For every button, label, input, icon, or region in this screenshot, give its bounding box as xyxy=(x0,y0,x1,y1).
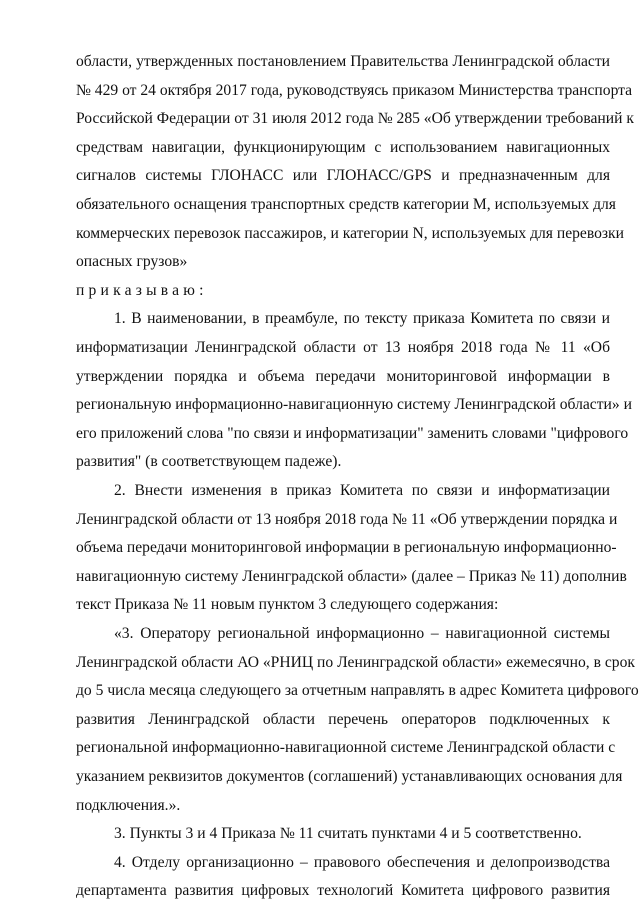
paragraph-1-first-line: 1. В наименовании, в преамбуле, по тексту приказа Комитета по связи и xyxy=(114,310,610,327)
text-line: утверждении порядка и объема передачи мониторинговой информации в xyxy=(76,368,610,385)
paragraph-4-first-line: 4. Отделу организационно – правового обеспечения и делопроизводства xyxy=(114,854,610,871)
text-line: Ленинградской области от 13 ноября 2018 года № 11 «Об утверждении порядка и xyxy=(76,511,618,528)
quoted-clause-first-line: «3. Оператору региональной информационно – навигационной системы xyxy=(114,625,610,642)
text-line: информатизации Ленинградской области от 13 ноября 2018 года № 11 «Об xyxy=(76,339,610,356)
text-line: департамента развития цифровых технологий Комитета цифрового развития xyxy=(76,882,610,899)
text-line: № 429 от 24 октября 2017 года, руководствуясь приказом Министерства транспорта xyxy=(76,82,633,99)
paragraph-2-first-line: 2. Внести изменения в приказ Комитета по связи и информатизации xyxy=(114,482,610,499)
order-heading: приказываю: xyxy=(76,282,208,299)
text-line: его приложений слова "по связи и информатизации" заменить словами "цифрового xyxy=(76,425,629,442)
text-line: Российской Федерации от 31 июля 2012 года № 285 «Об утверждении требований к xyxy=(76,110,634,127)
text-line: до 5 числа месяца следующего за отчетным направлять в адрес Комитета цифрового xyxy=(76,682,639,699)
text-line: объема передачи мониторинговой информации в региональную информационно- xyxy=(76,539,617,556)
text-line: подключения.». xyxy=(76,797,181,814)
text-line: развития" (в соответствующем падеже). xyxy=(76,453,342,470)
text-line: обязательного оснащения транспортных средств категории М, используемых для xyxy=(76,196,616,213)
text-line: региональную информационно-навигационную систему Ленинградской области» и xyxy=(76,396,632,413)
text-line: указанием реквизитов документов (соглашений) устанавливающих основания для xyxy=(76,768,623,785)
text-line: текст Приказа № 11 новым пунктом 3 следующего содержания: xyxy=(76,596,499,613)
paragraph-3-line: 3. Пункты 3 и 4 Приказа № 11 считать пунктами 4 и 5 соответственно. xyxy=(114,825,582,842)
text-line: коммерческих перевозок пассажиров, и категории N, используемых для перевозки xyxy=(76,225,624,242)
text-line: опасных грузов» xyxy=(76,253,188,270)
text-line: сигналов системы ГЛОНАСС или ГЛОНАСС/GPS и предназначенным для xyxy=(76,167,610,184)
text-line: Ленинградской области АО «РНИЦ по Ленинградской области» ежемесячно, в срок xyxy=(76,654,635,671)
text-line: средствам навигации, функционирующим с использованием навигационных xyxy=(76,139,610,156)
text-line: развития Ленинградской области перечень операторов подключенных к xyxy=(76,711,610,728)
text-line: региональной информационно-навигационной системе Ленинградской области с xyxy=(76,739,616,756)
text-line: области, утвержденных постановлением Правительства Ленинградской области xyxy=(76,53,610,70)
text-line: навигационную систему Ленинградской области» (далее – Приказ № 11) дополнив xyxy=(76,568,627,585)
